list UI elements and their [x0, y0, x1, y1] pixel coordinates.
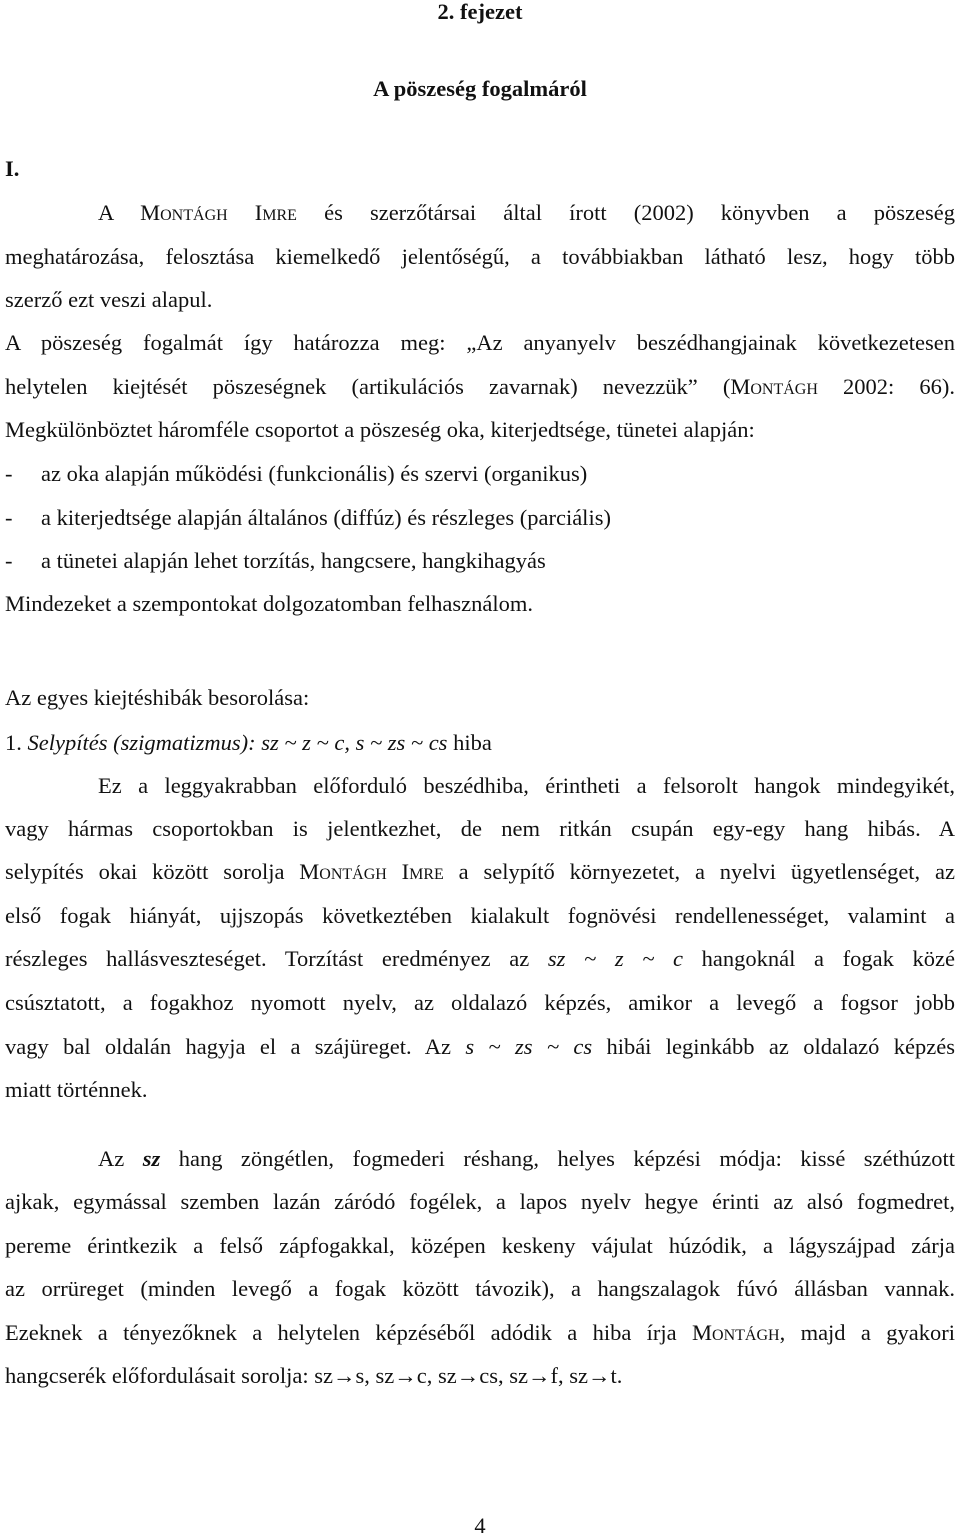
sound-group: s ~ zs ~ cs: [465, 1034, 593, 1059]
para1-line-8: miatt történnek.: [5, 1077, 148, 1102]
intro-text: és szerzőtársai által írott (2002) könyvben a pöszeség: [296, 200, 955, 225]
para-text: Az: [98, 1146, 143, 1171]
para2-line-5: [5, 1319, 955, 1347]
para-text: , majd a gyakori: [779, 1320, 955, 1345]
list-item: [5, 460, 955, 488]
sound-symbol: sz: [142, 1146, 161, 1171]
page-number: 4: [474, 1513, 486, 1538]
para1-line-7: [5, 1033, 955, 1061]
para-text: a selypítő környezetet, a nyelvi ügyetlenséget, az: [443, 859, 955, 884]
classification-item-1: [5, 729, 955, 757]
list-item: [5, 547, 955, 575]
definition-line-2: [5, 373, 955, 401]
para2-line-2: ajkak, egymással szemben lazán záródó fogélek, a lapos nyelv hegye érinti az alsó fogmedret,: [5, 1189, 955, 1214]
intro-line-1: [98, 199, 955, 227]
chapter-label: 2. fejezet: [437, 0, 523, 24]
para1-line-6: csúsztatott, a fogakhoz nyomott nyelv, az oldalazó képzés, amikor a levegő a fogsor jobb: [5, 990, 955, 1015]
section-number: I.: [5, 156, 20, 181]
sound-group: sz ~ z ~ c: [547, 946, 684, 971]
item-title: Selypítés (szigmatizmus): sz ~ z ~ c, s ~ zs ~ cs: [27, 730, 448, 755]
para1-line-3: [5, 858, 955, 886]
intro-line-3: szerző ezt veszi alapul.: [5, 287, 213, 312]
classification-heading: Az egyes kiejtéshibák besorolása:: [5, 685, 310, 710]
para2-line-6: hangcserék előfordulásait sorolja: sz→s, sz→c, sz→cs, sz→f, sz→t.: [5, 1363, 623, 1388]
para2-line-1: [98, 1145, 955, 1173]
intro-line-2: meghatározása, felosztása kiemelkedő jelentőségű, a továbbiakban látható lesz, hogy több: [5, 244, 955, 269]
definition-text: 2002: 66).: [817, 374, 955, 399]
para-text: vagy bal oldalán hagyja el a szájüreget. Az: [5, 1034, 466, 1059]
list-dash: -: [5, 548, 13, 573]
list-item-text: a tünetei alapján lehet torzítás, hangcsere, hangkihagyás: [41, 548, 546, 573]
para1-line-4: első fogak hiányát, ujjszopás következtében kialakult fognövési rendellenességet, valamint a: [5, 903, 955, 928]
para-text: Ezeknek a tényezőknek a helytelen képzéséből adódik a hiba írja: [5, 1320, 693, 1345]
list-closing: Mindezeket a szempontokat dolgozatomban felhasználom.: [5, 591, 533, 616]
list-item: [5, 504, 955, 532]
definition-line-1: A pöszeség fogalmát így határozza meg: „Az anyanyelv beszédhangjainak következetesen: [5, 330, 955, 355]
author-name: Montágh: [730, 374, 818, 399]
definition-text: helytelen kiejtését pöszeségnek (artikulációs zavarnak) nevezzük” (: [5, 374, 731, 399]
list-item-text: az oka alapján működési (funkcionális) és szervi (organikus): [41, 461, 588, 486]
para-text: hangoknál a fogak közé: [683, 946, 956, 971]
para1-line-5: [5, 945, 955, 973]
groups-intro: Megkülönböztet háromféle csoportot a pöszeség oka, kiterjedtsége, tünetei alapján:: [5, 417, 755, 442]
list-dash: -: [5, 505, 13, 530]
item-text: hiba: [447, 730, 492, 755]
page-title: A pöszeség fogalmáról: [373, 76, 587, 101]
intro-text: A: [98, 200, 141, 225]
para1-line-2: vagy hármas csoportokban is jelentkezhet, de nem ritkán csupán egy-egy hang hibás. A: [5, 816, 955, 841]
list-item-text: a kiterjedtsége alapján általános (diffúz) és részleges (parciális): [41, 505, 611, 530]
author-name: Montágh Imre: [140, 200, 297, 225]
para-text: hang zöngétlen, fogmederi réshang, helyes képzési módja: kissé széthúzott: [160, 1146, 955, 1171]
para-text: selypítés okai között sorolja: [5, 859, 300, 884]
author-name: Montágh: [692, 1320, 780, 1345]
para1-line-1: Ez a leggyakrabban előforduló beszédhiba, érintheti a felsorolt hangok mindegyikét,: [98, 773, 955, 798]
list-dash: -: [5, 461, 13, 486]
item-number: 1.: [5, 730, 28, 755]
para2-line-4: az orrüreget (minden levegő a fogak között távozik), a hangszalagok fúvó állásban vannak.: [5, 1276, 955, 1301]
para-text: részleges hallásveszteséget. Torzítást eredményez az: [5, 946, 548, 971]
para-text: hibái leginkább az oldalazó képzés: [592, 1034, 955, 1059]
para2-line-3: pereme érintkezik a felső zápfogakkal, középen keskeny vájulat húzódik, a lágyszájpad zárja: [5, 1233, 955, 1258]
author-name: Montágh Imre: [299, 859, 444, 884]
